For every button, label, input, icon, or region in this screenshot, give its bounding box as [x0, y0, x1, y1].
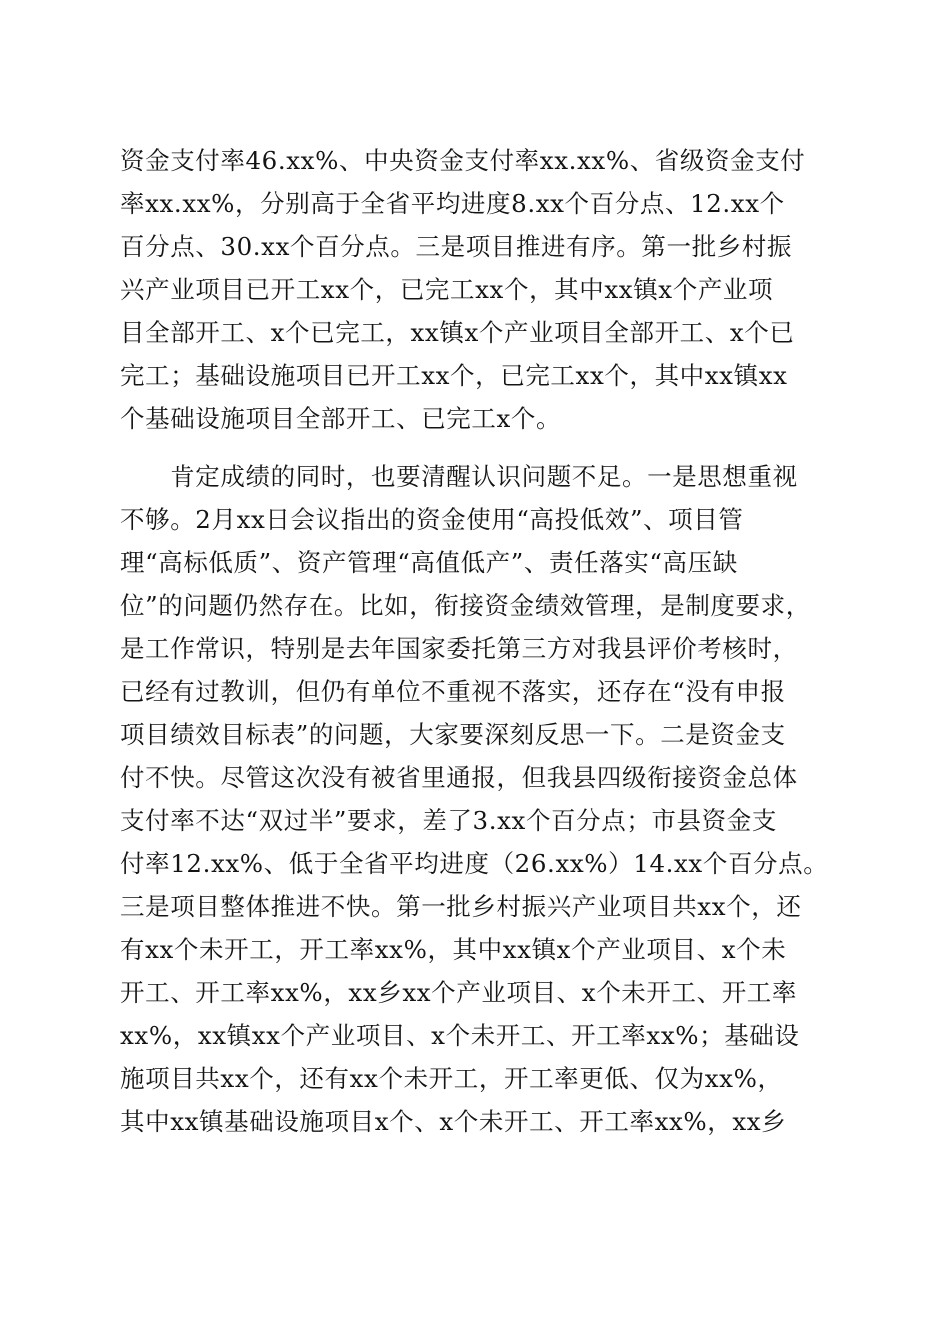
- text-line: 不够。2月xx日会议指出的资金使用“高投低效”、项目管: [120, 505, 744, 534]
- text-line: 项目绩效目标表”的问题，大家要深刻反思一下。二是资金支: [120, 720, 786, 749]
- text-line: 百分点、30.xx个百分点。三是项目推进有序。第一批乡村振: [120, 232, 792, 261]
- text-line: 资金支付率46.xx%、中央资金支付率xx.xx%、省级资金支付: [120, 146, 806, 175]
- text-line: 个基础设施项目全部开工、已完工x个。: [120, 404, 562, 433]
- text-line: 其中xx镇基础设施项目x个、x个未开工、开工率xx%，xx乡: [120, 1107, 787, 1136]
- text-line: 完工；基础设施项目已开工xx个，已完工xx个，其中xx镇xx: [120, 361, 788, 390]
- text-line: 理“高标低质”、资产管理“高值低产”、责任落实“高压缺: [120, 548, 738, 577]
- text-line: 位”的问题仍然存在。比如，衔接资金绩效管理，是制度要求，: [120, 591, 811, 620]
- text-line: 开工、开工率xx%，xx乡xx个产业项目、x个未开工、开工率: [120, 978, 797, 1007]
- text-line: 支付率不达“双过半”要求，差了3.xx个百分点；市县资金支: [120, 806, 777, 835]
- paragraph-2: [120, 455, 830, 1143]
- text-line: 付率12.xx%、低于全省平均进度（26.xx%）14.xx个百分点。: [120, 849, 829, 878]
- paragraph-1: [120, 139, 830, 440]
- text-line: 付不快。尽管这次没有被省里通报，但我县四级衔接资金总体: [120, 763, 798, 792]
- text-line: 三是项目整体推进不快。第一批乡村振兴产业项目共xx个，还: [120, 892, 802, 921]
- text-line: 施项目共xx个，还有xx个未开工，开工率更低、仅为xx%，: [120, 1064, 783, 1093]
- text-line: 肯定成绩的同时，也要清醒认识问题不足。一是思想重视: [120, 462, 798, 491]
- text-line: 率xx.xx%，分别高于全省平均进度8.xx个百分点、12.xx个: [120, 189, 785, 218]
- text-line: 是工作常识，特别是去年国家委托第三方对我县评价考核时，: [120, 634, 798, 663]
- text-line: xx%，xx镇xx个产业项目、x个未开工、开工率xx%；基础设: [120, 1021, 800, 1050]
- text-line: 兴产业项目已开工xx个，已完工xx个，其中xx镇x个产业项: [120, 275, 774, 304]
- text-line: 有xx个未开工，开工率xx%，其中xx镇x个产业项目、x个未: [120, 935, 787, 964]
- text-line: 目全部开工、x个已完工，xx镇x个产业项目全部开工、x个已: [120, 318, 795, 347]
- text-line: 已经有过教训，但仍有单位不重视不落实，还存在“没有申报: [120, 677, 786, 706]
